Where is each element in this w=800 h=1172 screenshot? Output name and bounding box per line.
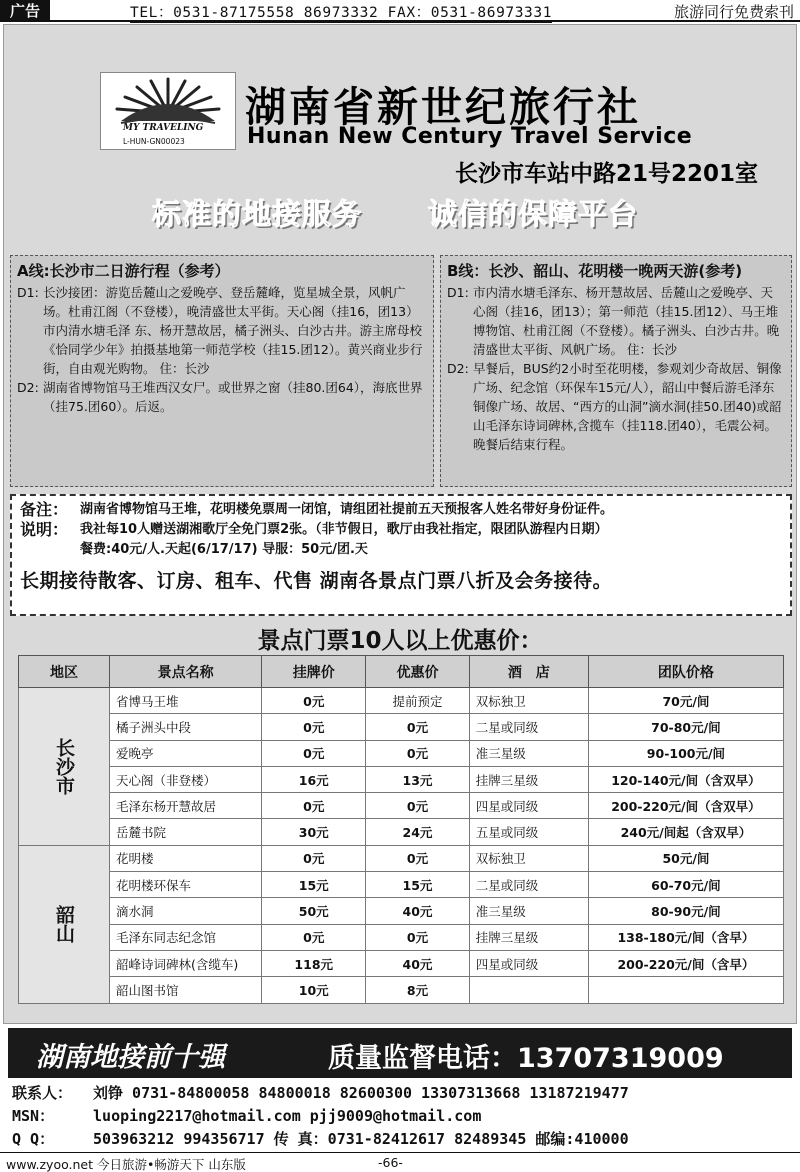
day-text: 长沙接团：游览岳麓山之爱晚亭、登岳麓峰，览星城全景，风帆广场。杜甫江阁（不登楼），晚清盛世太平街。天心阁（挂16，团13）市内清水塘毛泽 东、杨开慧故居，橘子洲头、白沙古井。游主席母校《恰同学少年》拍摄基地第一师范学校（挂15.团12）。黄兴商业步行街，自由观光购物。 住：长沙 <box>43 285 423 376</box>
site-cell: 滴水洞 <box>110 898 262 924</box>
qq-row <box>12 1128 629 1149</box>
group-price-cell: 120-140元/间（含双早） <box>588 766 783 792</box>
discount-price-cell: 24元 <box>366 819 470 845</box>
col-header: 景点名称 <box>110 656 262 688</box>
day-text: 湖南省博物馆马王堆西汉女尸。或世界之窗（挂80.团64），海底世界（挂75.团60）。后返。 <box>43 380 423 414</box>
discount-price-cell: 13元 <box>366 766 470 792</box>
region-cell: 韶山 <box>19 845 110 1003</box>
discount-price-cell: 0元 <box>366 845 470 871</box>
table-row <box>19 977 784 1003</box>
route-b-title: B线：长沙、韶山、花明楼一晚两天游(参考) <box>447 262 743 280</box>
discount-price-cell: 0元 <box>366 714 470 740</box>
discount-price-cell: 提前预定 <box>366 688 470 714</box>
explain-row <box>20 520 782 540</box>
group-price-cell: 80-90元/间 <box>588 898 783 924</box>
ad-tag: 广告 <box>0 0 50 22</box>
notes-box <box>10 494 792 616</box>
hotel-cell: 四星或同级 <box>469 950 588 976</box>
list-price-cell: 15元 <box>262 872 366 898</box>
contact-text: 刘铮 0731-84800058 84800018 82600300 13307313668 13187219477 <box>93 1084 629 1102</box>
route-a-box <box>10 255 434 487</box>
discount-price-cell: 8元 <box>366 977 470 1003</box>
list-price-cell: 0元 <box>262 714 366 740</box>
company-name-en: Hunan New Century Travel Service <box>247 124 693 149</box>
list-price-cell: 30元 <box>262 819 366 845</box>
discount-price-cell: 15元 <box>366 872 470 898</box>
group-price-cell: 70元/间 <box>588 688 783 714</box>
top-bar <box>0 0 800 22</box>
company-address: 长沙市车站中路21号2201室 <box>455 161 759 187</box>
msn-row <box>12 1105 481 1126</box>
list-price-cell: 16元 <box>262 766 366 792</box>
site-cell: 韶山图书馆 <box>110 977 262 1003</box>
route-a-day-2 <box>17 378 427 416</box>
slogan-right: 诚信的保障平台 <box>428 197 639 231</box>
site-cell: 毛泽东同志纪念馆 <box>110 924 262 950</box>
top-right-text: 旅游同行免费索刊 <box>673 3 794 21</box>
banner-left: 湖南地接前十强 <box>36 1042 225 1073</box>
slogan-left: 标准的地接服务 <box>152 197 363 231</box>
bottom-section <box>0 1024 800 1152</box>
explain-text: 我社每10人赠送湖湘歌厅全免门票2张。（非节假日，歌厅由我社指定，限团队游程内日期） <box>80 522 608 537</box>
discount-price-cell: 0元 <box>366 740 470 766</box>
col-header: 挂牌价 <box>262 656 366 688</box>
contact-label: 联系人： <box>12 1084 73 1102</box>
site-cell: 省博马王堆 <box>110 688 262 714</box>
table-row <box>19 714 784 740</box>
top-contact: TEL：0531-87175558 86973332 FAX：0531-86973331 <box>130 1 552 23</box>
route-b-box <box>440 255 792 487</box>
discount-price-cell: 40元 <box>366 898 470 924</box>
site-cell: 爱晚亭 <box>110 740 262 766</box>
group-price-cell: 200-220元/间（含早） <box>588 950 783 976</box>
price-table <box>18 655 784 1004</box>
group-price-cell: 60-70元/间 <box>588 872 783 898</box>
table-row <box>19 872 784 898</box>
list-price-cell: 0元 <box>262 740 366 766</box>
site-cell: 岳麓书院 <box>110 819 262 845</box>
discount-price-cell: 0元 <box>366 924 470 950</box>
site-cell: 花明楼 <box>110 845 262 871</box>
msn-text: luoping2217@hotmail.com pjj9009@hotmail.com <box>93 1107 482 1125</box>
remark-label: 备注： <box>20 500 69 519</box>
discount-price-cell: 40元 <box>366 950 470 976</box>
table-header-row <box>19 656 784 688</box>
table-row <box>19 898 784 924</box>
hotel-cell: 挂牌三星级 <box>469 924 588 950</box>
site-cell: 天心阁（非登楼） <box>110 766 262 792</box>
hotel-cell: 双标独卫 <box>469 845 588 871</box>
page-footer <box>0 1152 800 1172</box>
site-cell: 毛泽东杨开慧故居 <box>110 793 262 819</box>
route-a-day-1 <box>17 283 427 378</box>
col-header: 地区 <box>19 656 110 688</box>
services-text: 长期接待散客、订房、租车、代售 湖南各景点门票八折及会务接待。 <box>20 570 613 592</box>
site-cell: 韶峰诗词碑林(含缆车) <box>110 950 262 976</box>
company-logo <box>100 72 236 150</box>
page-number: -66- <box>378 1155 403 1170</box>
list-price-cell: 0元 <box>262 845 366 871</box>
col-header: 酒 店 <box>469 656 588 688</box>
col-header: 优惠价 <box>366 656 470 688</box>
day-label: D2: <box>447 361 469 376</box>
hotel-cell: 准三星级 <box>469 898 588 924</box>
ticket-price-title: 景点门票10人以上优惠价： <box>257 628 543 654</box>
group-price-cell: 200-220元/间（含双早） <box>588 793 783 819</box>
logo-text: MY TRAVELING <box>123 123 204 133</box>
day-label: D1: <box>447 285 469 300</box>
discount-price-cell: 0元 <box>366 793 470 819</box>
table-row <box>19 793 784 819</box>
list-price-cell: 0元 <box>262 924 366 950</box>
hotel-cell: 四星或同级 <box>469 793 588 819</box>
route-a-title: A线:长沙市二日游行程（参考） <box>17 262 230 280</box>
logo-code: L-HUN-GN00023 <box>123 137 185 146</box>
site-cell: 橘子洲头中段 <box>110 714 262 740</box>
list-price-cell: 10元 <box>262 977 366 1003</box>
col-header: 团队价格 <box>588 656 783 688</box>
qq-text: 503963212 994356717 传 真：0731-82412617 82489345 邮编:410000 <box>93 1130 629 1148</box>
table-row <box>19 924 784 950</box>
group-price-cell: 240元/间起（含双早） <box>588 819 783 845</box>
group-price-cell: 50元/间 <box>588 845 783 871</box>
qq-label: Q Q： <box>12 1130 55 1148</box>
remark-text: 湖南省博物馆马王堆，花明楼免票周一闭馆，请组团社提前五天预报客人姓名带好身份证件。 <box>80 502 614 517</box>
hotel-cell: 挂牌三星级 <box>469 766 588 792</box>
day-label: D2: <box>17 380 39 395</box>
day-text: 市内清水塘毛泽东、杨开慧故居、岳麓山之爱晚亭、天心阁（挂16，团13）；第一师范（挂15.团12）、马王堆博物馆、杜甫江阁（不登楼）。橘子洲头、白沙古井。晚清盛世太平街、风帆广场。 住：长沙 <box>473 285 780 357</box>
contact-row <box>12 1082 629 1103</box>
hotel-cell: 二星或同级 <box>469 872 588 898</box>
explain-label: 说明： <box>20 520 69 539</box>
group-price-cell <box>588 977 783 1003</box>
list-price-cell: 0元 <box>262 688 366 714</box>
list-price-cell: 50元 <box>262 898 366 924</box>
group-price-cell: 70-80元/间 <box>588 714 783 740</box>
table-row <box>19 819 784 845</box>
company-name-cn: 湖南省新世纪旅行社 <box>245 83 641 131</box>
meal-row <box>20 540 782 560</box>
day-label: D1: <box>17 285 39 300</box>
region-cell: 长沙市 <box>19 688 110 846</box>
msn-label: MSN： <box>12 1107 55 1125</box>
table-row <box>19 950 784 976</box>
footer-text: www.zyoo.net 今日旅游•畅游天下 山东版 <box>6 1157 246 1172</box>
list-price-cell: 0元 <box>262 793 366 819</box>
hotel-cell: 准三星级 <box>469 740 588 766</box>
hotel-cell <box>469 977 588 1003</box>
route-b-day-1 <box>447 283 785 359</box>
table-row <box>19 766 784 792</box>
list-price-cell: 118元 <box>262 950 366 976</box>
group-price-cell: 138-180元/间（含早） <box>588 924 783 950</box>
group-price-cell: 90-100元/间 <box>588 740 783 766</box>
quality-banner <box>8 1028 792 1078</box>
meal-text: 餐费:40元/人.天起(6/17/17) 导服：50元/团.天 <box>80 542 368 557</box>
banner-right: 质量监督电话：13707319009 <box>328 1043 724 1074</box>
site-cell: 花明楼环保车 <box>110 872 262 898</box>
hotel-cell: 五星或同级 <box>469 819 588 845</box>
day-text: 早餐后，BUS约2小时至花明楼，参观刘少奇故居、铜像广场、纪念馆（环保车15元/人），韶山中餐后游毛泽东铜像广场、故居、“西方的山洞”滴水洞(挂50.团40)或韶山毛泽东诗词碑林,含揽车（挂118.团40），毛震公祠。晚餐后结束行程。 <box>473 361 782 452</box>
route-b-day-2 <box>447 359 785 454</box>
hotel-cell: 二星或同级 <box>469 714 588 740</box>
table-row <box>19 688 784 714</box>
table-row <box>19 740 784 766</box>
table-row <box>19 845 784 871</box>
remark-row <box>20 500 782 520</box>
hotel-cell: 双标独卫 <box>469 688 588 714</box>
